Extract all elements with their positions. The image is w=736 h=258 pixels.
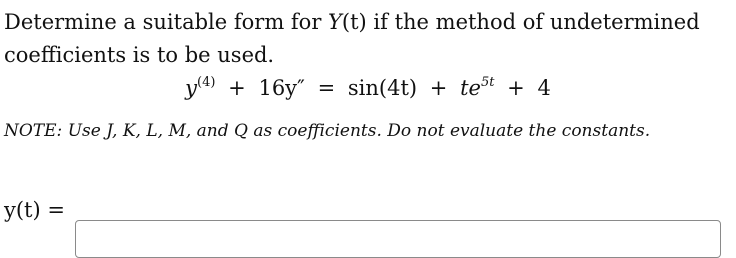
question-part1: Determine a suitable form for — [4, 10, 329, 34]
eq-plus-2: + — [429, 76, 448, 100]
answer-label: y(t) = — [4, 198, 65, 222]
eq-rhs-exp-power: 5t — [480, 75, 495, 90]
eq-term2: 16y″ — [258, 76, 305, 100]
question-text — [4, 6, 732, 72]
eq-term1-order: (4) — [197, 75, 216, 90]
note-text: NOTE: Use J, K, L, M, and Q as coefficients. Do not evaluate the constants. — [4, 121, 651, 141]
eq-rhs-exp-base: te — [460, 76, 481, 100]
eq-plus-3: + — [507, 76, 525, 100]
eq-plus-1: + — [228, 76, 246, 100]
eq-rhs-constant: 4 — [537, 76, 551, 100]
eq-rhs-sine: sin(4t) — [347, 76, 418, 100]
differential-equation — [0, 76, 736, 100]
question-part2: if the method of undetermined coefficients is to be used. — [4, 10, 700, 67]
eq-term1-base: y — [185, 76, 198, 100]
eq-equals: = — [317, 76, 336, 100]
answer-input[interactable] — [75, 220, 721, 258]
question-variable: Y — [328, 10, 342, 34]
question-argument: (t) — [341, 10, 367, 34]
